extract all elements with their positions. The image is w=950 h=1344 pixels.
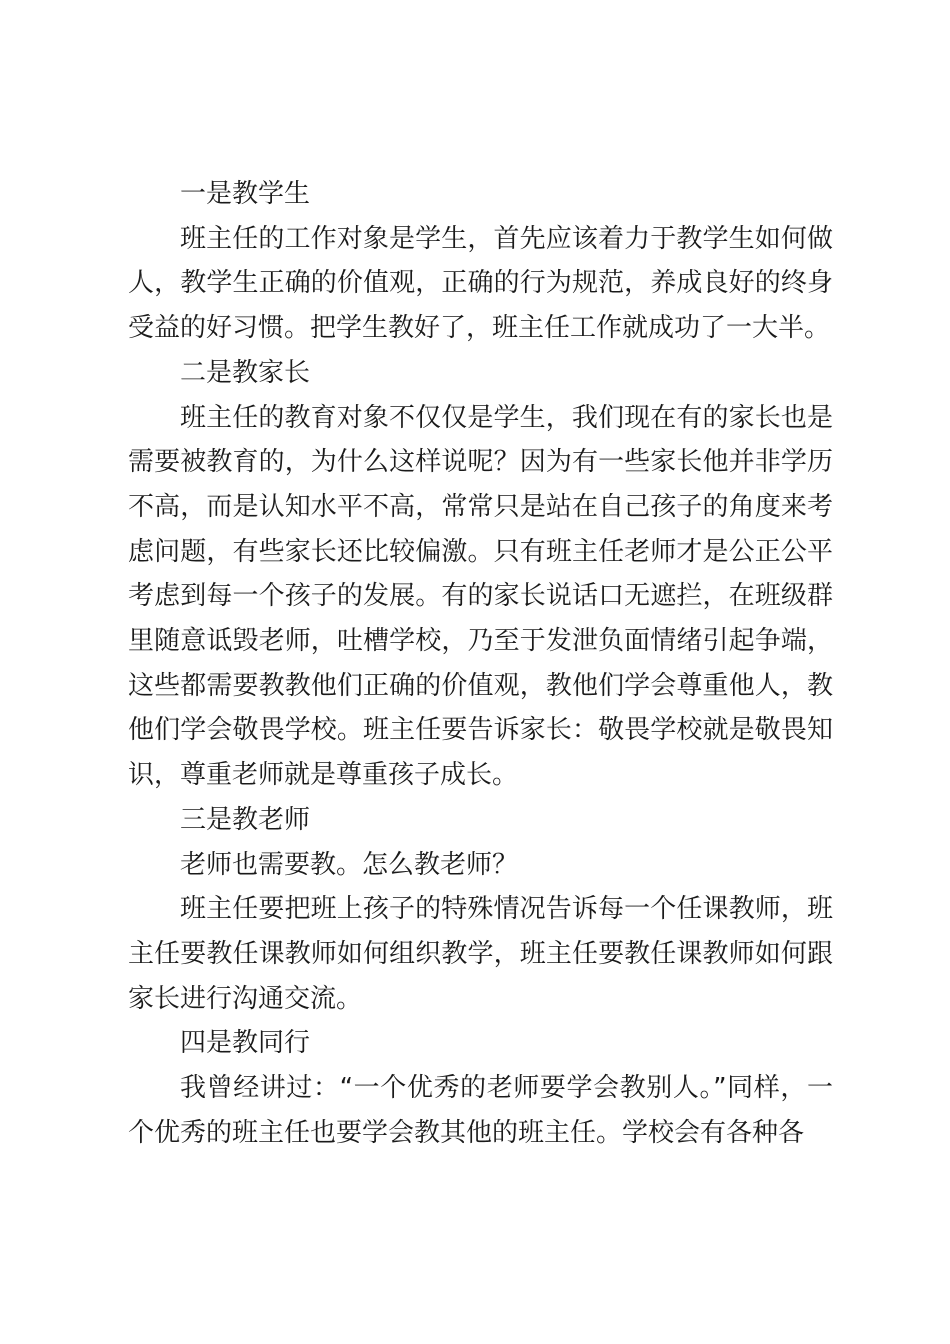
section-heading-2: 二是教家长	[180, 357, 311, 388]
section-heading-1: 一是教学生	[180, 179, 311, 209]
paragraph-3: 老师也需要教。怎么教老师？	[180, 849, 519, 880]
section-heading-4: 四是教同行	[180, 1028, 311, 1059]
paragraph-1: 班主任的工作对象是学生，首先应该着力于教学生如何做人，教学生正确的价值观，正确的行为规范，养成良好的终身受益的好习惯。把学生教好了，班主任工作就成功了一大半。	[128, 223, 833, 344]
paragraph-2: 班主任的教育对象不仅仅是学生，我们现在有的家长也是需要被教育的，为什么这样说呢？因为有一些家长他并非学历不高，而是认知水平不高，常常只是站在自己孩子的角度来考虑问题，有些家长还比较偏激。只有班主任老师才是公正公平考虑到每一个孩子的发展。有的家长说话口无遮拦，在班级群里随意诋毁老师，吐槽学校，乃至于发泄负面情绪引起争端，这些都需要教教他们正确的价值观，教他们学会尊重他人，教他们学会敬畏学校。班主任要告诉家长：敬畏学校就是敬畏知识，尊重老师就是尊重孩子成长。	[128, 402, 833, 791]
section-heading-3: 三是教老师	[180, 804, 311, 835]
paragraph-5: 我曾经讲过：“一个优秀的老师要学会教别人。”同样，一个优秀的班主任也要学会教其他的班主任。学校会有各种各	[128, 1073, 833, 1148]
paragraph-4: 班主任要把班上孩子的特殊情况告诉每一个任课教师，班主任要教任课教师如何组织教学，班主任要教任课教师如何跟家长进行沟通交流。	[128, 894, 833, 1014]
document-body	[128, 172, 833, 1155]
